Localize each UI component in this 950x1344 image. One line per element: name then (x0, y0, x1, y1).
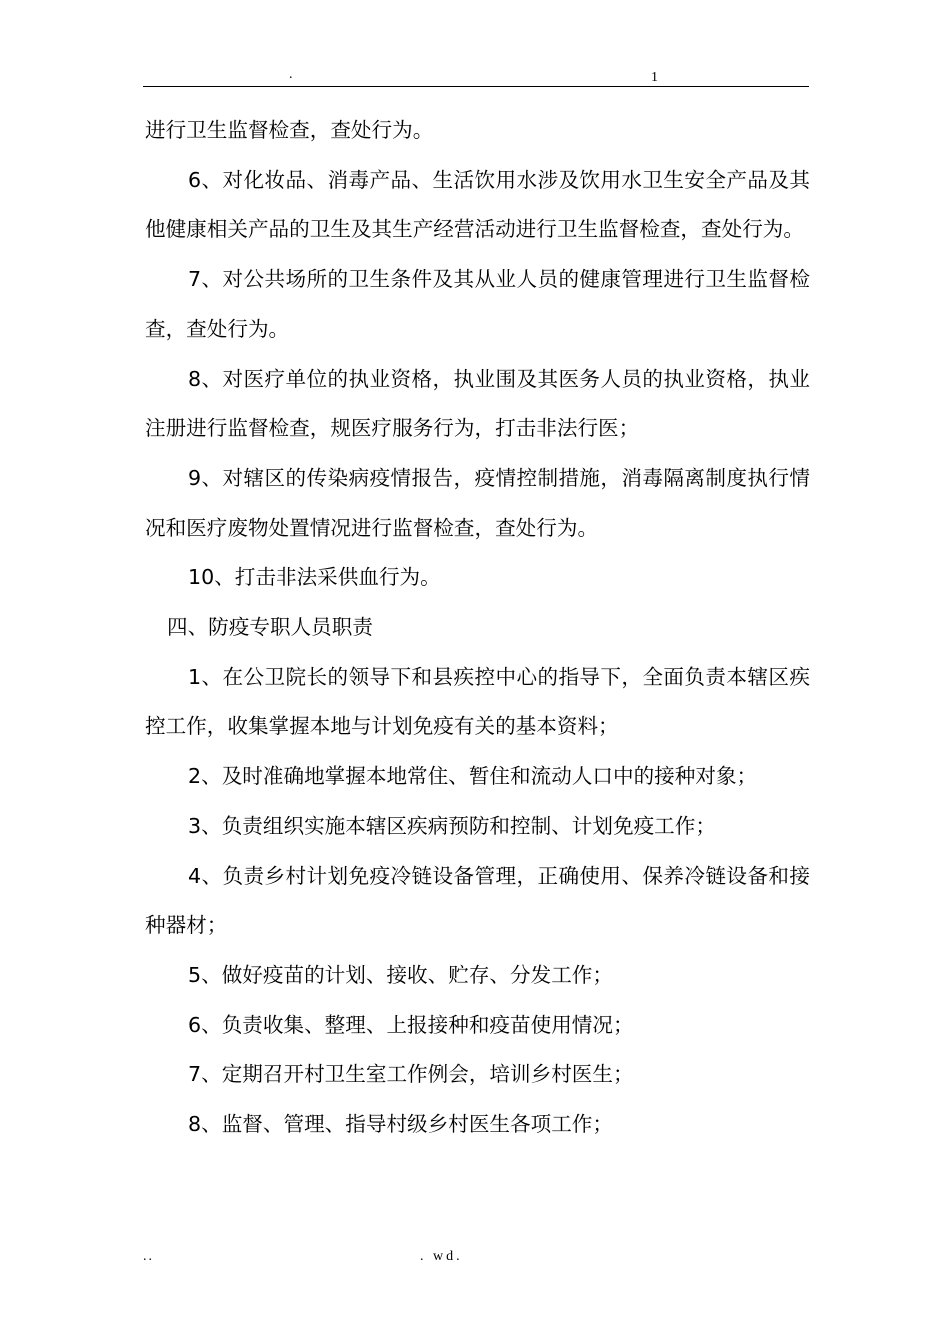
paragraph-continuation: 进行卫生监督检查，查处行为。 (145, 118, 434, 142)
header-mark: . (289, 67, 293, 82)
header-rule (143, 86, 809, 87)
duty-item-3: 3、负责组织实施本辖区疾病预防和控制、计划免疫工作； (188, 813, 716, 838)
footer-left-mark: .. (143, 1249, 154, 1264)
page-number: 1 (651, 70, 658, 85)
duty-item-8: 8、监督、管理、指导村级乡村医生各项工作； (188, 1112, 613, 1137)
duty-item-1: 1、在公卫院长的领导下和县疾控中心的指导下，全面负责本辖区疾控工作，收集掌握本地与计划免疫有关的基本资料； (145, 664, 810, 739)
paragraph-item-10: 10、打击非法采供血行为。 (188, 565, 441, 590)
document-body (145, 106, 810, 1150)
duty-item-4: 4、负责乡村计划免疫冷链设备管理，正确使用、保养冷链设备和接种器材； (145, 863, 810, 938)
footer-center-mark: . wd. (420, 1249, 463, 1264)
duty-item-6: 6、负责收集、整理、上报接种和疫苗使用情况； (188, 1012, 634, 1037)
paragraph-item-8: 8、对医疗单位的执业资格，执业围及其医务人员的执业资格，执业注册进行监督检查，规医疗服务行为，打击非法行医； (145, 366, 810, 441)
section-heading: 四、防疫专职人员职责 (167, 615, 373, 640)
duty-item-5: 5、做好疫苗的计划、接收、贮存、分发工作； (188, 962, 613, 987)
duty-item-2: 2、及时准确地掌握本地常住、暂住和流动人口中的接种对象； (188, 764, 758, 789)
paragraph-item-9: 9、对辖区的传染病疫情报告，疫情控制措施，消毒隔离制度执行情况和医疗废物处置情况进行监督检查，查处行为。 (145, 465, 810, 540)
paragraph-item-6: 6、对化妆品、消毒产品、生活饮用水涉及饮用水卫生安全产品及其他健康相关产品的卫生及其生产经营活动进行卫生监督检查，查处行为。 (145, 167, 810, 242)
duty-item-7: 7、定期召开村卫生室工作例会，培训乡村医生； (188, 1062, 634, 1087)
paragraph-item-7: 7、对公共场所的卫生条件及其从业人员的健康管理进行卫生监督检查，查处行为。 (145, 267, 810, 341)
